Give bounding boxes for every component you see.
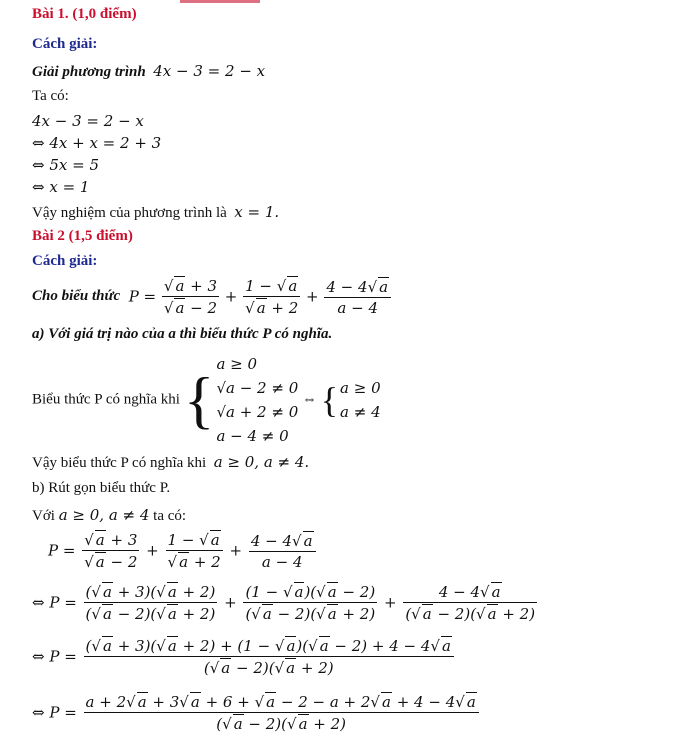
bai1-task-equation: 4x − 3 = 2 − x <box>153 62 266 80</box>
condition-4: a − 4 ≠ 0 <box>216 427 289 445</box>
bai2-expr-prefix: Cho biểu thức <box>32 288 121 304</box>
bai1-title: Bài 1. (1,0 điểm) <box>32 6 137 22</box>
bai1-conclusion-math: x = 1. <box>234 203 280 221</box>
bai2-conclusion-a <box>32 453 309 472</box>
result-condition-1: a ≥ 0 <box>340 379 381 397</box>
conclusion-a-math: a ≥ 0, a ≠ 4. <box>213 453 310 471</box>
bai2-with-condition <box>32 506 186 525</box>
with-cond-suffix: ta có: <box>153 508 187 524</box>
with-cond-prefix: Với <box>32 508 55 524</box>
result-system <box>321 376 381 424</box>
bai1-step-2: ⇔ 4x + x = 2 + 3 <box>32 134 162 152</box>
condition-prefix: Biểu thức P có nghĩa khi <box>32 391 180 408</box>
left-brace-icon: { <box>183 364 215 435</box>
bai2-part-b: b) Rút gọn biểu thức P. <box>32 480 171 496</box>
equivalence-icon: ⇔ <box>302 391 317 408</box>
condition-3: √a + 2 ≠ 0 <box>216 403 299 421</box>
condition-2: √a − 2 ≠ 0 <box>216 379 299 397</box>
bai2-cach-giai: Cách giải: <box>32 253 98 269</box>
condition-1: a ≥ 0 <box>216 355 258 373</box>
fraction-1: $\frac{√ a + 3}{√ a - 2}$ <box>163 277 218 317</box>
bai1-conclusion-text: Vậy nghiệm của phương trình là <box>32 205 227 221</box>
bai2-expression: Cho biểu thức P = $\frac{√ a + 3}{√ a - 2}$ + $\frac{1 - √ a}{√ a + 2}$ + $\frac{4 - 4√ a}{a - 4}$ <box>32 276 393 317</box>
bai1-step-1: 4x − 3 = 2 − x <box>32 112 144 130</box>
step-p-expanded: ⇔ P = $\frac{a + 2√ a + 3√ a + 6 + √ a - 2 - a + 2√ a + 4 - 4√ a}{(√ a - 2)(√ a + 2)}$ <box>32 692 481 733</box>
bai2-part-a: a) Với giá trị nào của a thì biểu thức P có nghĩa. <box>32 326 333 342</box>
bai1-cach-giai: Cách giải: <box>32 36 98 52</box>
result-condition-2: a ≠ 4 <box>340 403 381 421</box>
bai1-task-prefix: Giải phương trình <box>32 64 146 80</box>
step-p-combined: ⇔ P = $\frac{(√ a + 3)(√ a + 2) + (1 - √ a)(√ a - 2) + 4 - 4√ a}{(√ a - 2)(√ a + 2)}$ <box>32 636 456 677</box>
bai1-step-4: ⇔ x = 1 <box>32 178 90 196</box>
condition-system <box>184 352 299 448</box>
bai1-step-3: ⇔ 5x = 5 <box>32 156 99 174</box>
bai1-task <box>32 62 265 81</box>
step-p-common-denominator: ⇔ P = $\frac{(√ a + 3)(√ a + 2)}{(√ a - 2)(√ a + 2)}$ + $\frac{(1 - √ a)(√ a - 2)}{(√ a - 2)(√ a + 2)}$ + $\frac{4 - 4√ a}{(√ a - 2)(√ a + 2)}$ <box>32 583 536 623</box>
bai2-title: Bài 2 (1,5 điểm) <box>32 228 133 244</box>
fraction-2: $\frac{1 - √ a}{√ a + 2}$ <box>245 277 299 317</box>
step-p-original: P = $\frac{√ a + 3}{√ a - 2}$ + $\frac{1 - √ a}{√ a + 2}$ + $\frac{4 - 4√ a}{a - 4}$ <box>48 530 318 571</box>
left-brace-icon: { <box>320 380 339 420</box>
fraction-3: $\frac{4 - 4√ a}{a - 4}$ <box>324 277 391 317</box>
with-cond-math: a ≥ 0, a ≠ 4 <box>58 506 150 524</box>
conclusion-a-text: Vậy biểu thức P có nghĩa khi <box>32 455 207 471</box>
bai1-ta-co: Ta có: <box>32 88 69 104</box>
bai2-condition <box>32 352 381 448</box>
header-stripe <box>180 0 260 3</box>
bai1-conclusion <box>32 203 279 222</box>
